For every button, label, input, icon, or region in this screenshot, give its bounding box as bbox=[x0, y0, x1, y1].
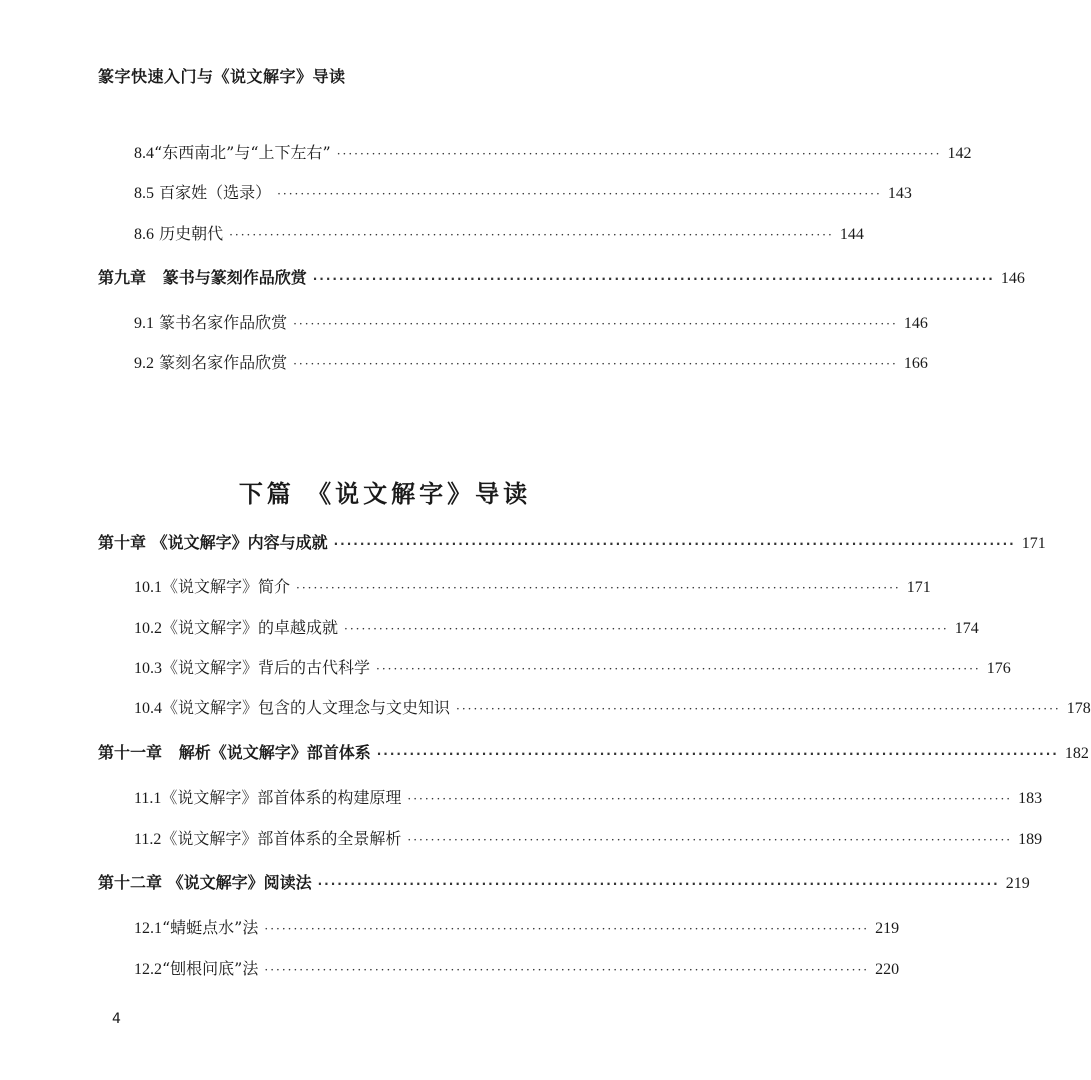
toc-page-number: 146 bbox=[903, 315, 928, 332]
leader-dots: ········································································································ bbox=[333, 537, 1016, 551]
toc-page-number: 142 bbox=[947, 145, 972, 162]
leader-dots: ········································································································ bbox=[229, 228, 834, 242]
leader-dots: ········································································································ bbox=[293, 357, 898, 371]
toc-entry-label: 8.5 百家姓（选录） bbox=[134, 183, 272, 202]
toc-entry-10-4[interactable] bbox=[134, 695, 1091, 721]
leader-dots: ········································································································ bbox=[376, 662, 981, 676]
toc-entry-label: 10.4《说文解字》包含的人文理念与文史知识 bbox=[134, 698, 451, 717]
toc-entry-label: 10.3《说文解字》背后的古代科学 bbox=[134, 658, 371, 677]
toc-chapter-11[interactable] bbox=[98, 740, 1089, 766]
leader-dots: ········································································································ bbox=[376, 747, 1059, 761]
toc-page-number: 183 bbox=[1018, 790, 1043, 807]
leader-dots: ········································································································ bbox=[312, 272, 995, 286]
toc-page-number: 144 bbox=[839, 226, 864, 243]
toc-entry-label: 8.4“东西南北”与“上下左右” bbox=[134, 143, 331, 162]
leader-dots: ········································································································ bbox=[344, 622, 949, 636]
toc-entry-label: 8.6 历史朝代 bbox=[134, 224, 224, 243]
toc-entry-10-2[interactable] bbox=[134, 615, 979, 641]
toc-entry-label: 12.2“刨根问底”法 bbox=[134, 959, 259, 978]
toc-chapter-12[interactable] bbox=[98, 870, 1030, 896]
toc-entry-12-2[interactable] bbox=[134, 956, 900, 982]
toc-page-number: 171 bbox=[1021, 535, 1046, 552]
toc-chapter-label: 第十一章 解析《说文解字》部首体系 bbox=[98, 743, 371, 762]
toc-page-number: 146 bbox=[1000, 270, 1025, 287]
toc-page-number: 143 bbox=[887, 185, 912, 202]
running-header: 篆字快速入门与《说文解字》导读 bbox=[98, 67, 346, 86]
toc-entry-label: 9.1 篆书名家作品欣赏 bbox=[134, 313, 288, 332]
toc-entry-8-6[interactable] bbox=[134, 221, 864, 247]
leader-dots: ········································································································ bbox=[456, 702, 1061, 716]
toc-page-number: 189 bbox=[1018, 831, 1043, 848]
toc-page-number: 219 bbox=[875, 920, 900, 937]
toc-page-number: 220 bbox=[875, 961, 900, 978]
part-title: 下篇 《说文解字》导读 bbox=[238, 479, 532, 508]
toc-page-number: 182 bbox=[1064, 745, 1089, 762]
page-number: 4 bbox=[112, 1011, 121, 1027]
toc-chapter-label: 第十章 《说文解字》内容与成就 bbox=[98, 533, 328, 552]
toc-entry-12-1[interactable] bbox=[134, 915, 900, 941]
toc-page-number: 174 bbox=[954, 620, 979, 637]
toc-entry-label: 11.1《说文解字》部首体系的构建原理 bbox=[134, 788, 402, 807]
toc-entry-8-4[interactable] bbox=[134, 140, 972, 166]
toc-page-number: 178 bbox=[1066, 700, 1091, 717]
leader-dots: ········································································································ bbox=[264, 963, 870, 977]
leader-dots: ········································································································ bbox=[277, 187, 882, 201]
toc-chapter-10[interactable] bbox=[98, 530, 1046, 556]
toc-entry-9-1[interactable] bbox=[134, 310, 928, 336]
leader-dots: ········································································································ bbox=[296, 581, 901, 595]
leader-dots: ········································································································ bbox=[336, 147, 942, 161]
toc-chapter-label: 第十二章 《说文解字》阅读法 bbox=[98, 873, 312, 892]
leader-dots: ········································································································ bbox=[293, 317, 898, 331]
toc-entry-label: 10.1《说文解字》简介 bbox=[134, 577, 291, 596]
toc-entry-9-2[interactable] bbox=[134, 350, 928, 376]
toc-entry-label: 9.2 篆刻名家作品欣赏 bbox=[134, 353, 288, 372]
toc-chapter-label: 第九章 篆书与篆刻作品欣赏 bbox=[98, 268, 307, 287]
toc-page-number: 171 bbox=[906, 579, 931, 596]
leader-dots: ········································································································ bbox=[264, 922, 870, 936]
toc-page-number: 176 bbox=[986, 660, 1011, 677]
leader-dots: ········································································································ bbox=[407, 833, 1013, 847]
toc-entry-label: 12.1“蜻蜓点水”法 bbox=[134, 918, 259, 937]
toc-chapter-9[interactable] bbox=[98, 265, 1025, 291]
leader-dots: ········································································································ bbox=[407, 792, 1013, 806]
toc-entry-label: 10.2《说文解字》的卓越成就 bbox=[134, 618, 339, 637]
toc-page-number: 219 bbox=[1005, 875, 1030, 892]
toc-entry-11-2[interactable] bbox=[134, 826, 1043, 852]
toc-entry-11-1[interactable] bbox=[134, 785, 1043, 811]
toc-entry-label: 11.2《说文解字》部首体系的全景解析 bbox=[134, 829, 402, 848]
toc-entry-10-1[interactable] bbox=[134, 574, 931, 600]
toc-entry-10-3[interactable] bbox=[134, 655, 1011, 681]
toc-entry-8-5[interactable] bbox=[134, 180, 912, 206]
leader-dots: ········································································································ bbox=[317, 877, 1000, 891]
toc-page-number: 166 bbox=[903, 355, 928, 372]
